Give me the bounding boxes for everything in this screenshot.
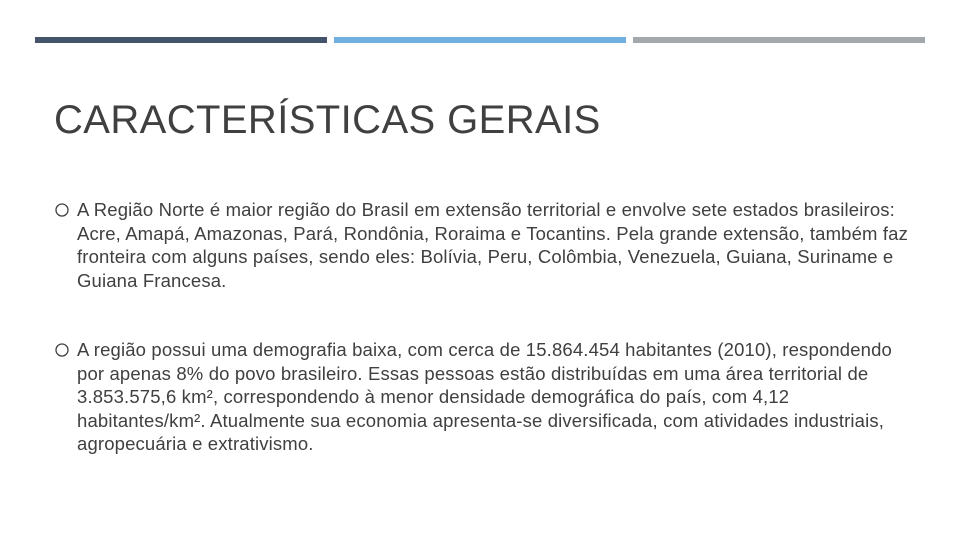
bullet-item: [54, 338, 914, 456]
circle-outline-icon: [54, 202, 70, 218]
bullet-item: [54, 198, 914, 292]
bullet-text: A região possui uma demografia baixa, com cerca de 15.864.454 habitantes (2010), respondendo por apenas 8% do povo brasileiro. Essas pessoas estão distribuídas em uma área territorial de 3.853.575,6 km², correspondendo à menor densidade demográfica do país, com 4,12 habitantes/km². Atualmente sua economia apresenta-se diversificada, com atividades industriais, agropecuária e extrativismo.: [77, 339, 892, 454]
bullet-text: A Região Norte é maior região do Brasil em extensão territorial e envolve sete estados brasileiros: Acre, Amapá, Amazonas, Pará, Rondônia, Roraima e Tocantins. Pela grande extensão, também faz fronteira com alguns países, sendo eles: Bolívia, Peru, Colômbia, Venezuela, Guiana, Suriname e Guiana Francesa.: [77, 199, 908, 291]
slide-title: CARACTERÍSTICAS GERAIS: [54, 98, 601, 142]
bullet-list: [54, 198, 914, 456]
top-bar-blue: [334, 37, 626, 43]
decorative-top-bars: [35, 37, 925, 43]
top-bar-gray: [633, 37, 925, 43]
circle-outline-icon: [54, 342, 70, 358]
top-bar-dark: [35, 37, 327, 43]
